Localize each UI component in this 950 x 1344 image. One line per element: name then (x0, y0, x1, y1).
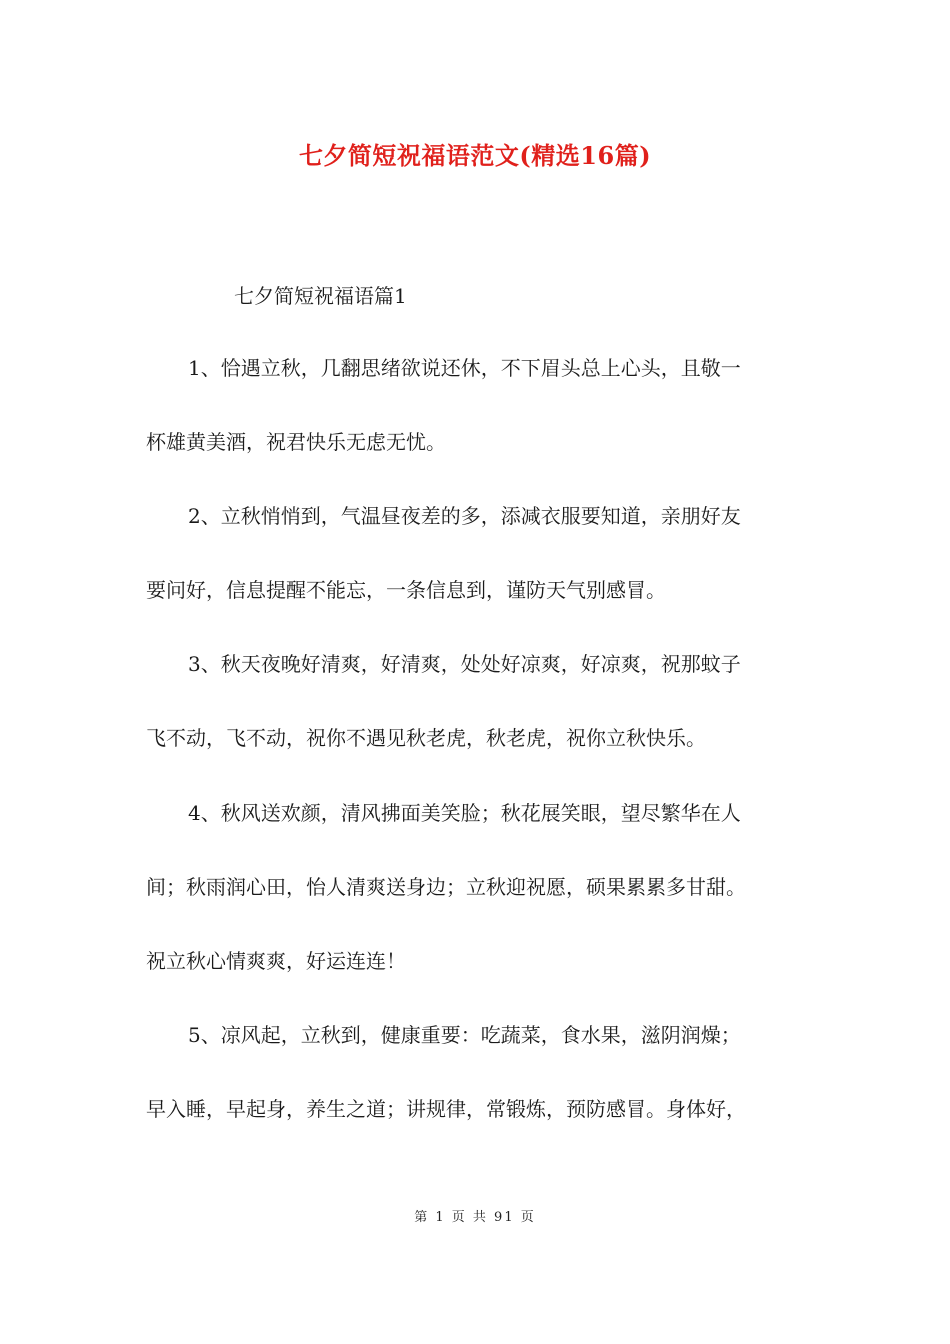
paragraph-line: 4、秋风送欢颜，清风拂面美笑脸；秋花展笑眼，望尽繁华在人 (188, 801, 741, 825)
paragraph-line: 要问好，信息提醒不能忘，一条信息到，谨防天气别感冒。 (146, 578, 666, 602)
paragraph-line: 飞不动，飞不动，祝你不遇见秋老虎，秋老虎，祝你立秋快乐。 (146, 726, 706, 750)
paragraph-line: 早入睡，早起身，养生之道；讲规律，常锻炼，预防感冒。身体好， (146, 1097, 746, 1121)
paragraph-line: 3、秋天夜晚好清爽，好清爽，处处好凉爽，好凉爽，祝那蚊子 (188, 652, 741, 676)
paragraph-line: 2、立秋悄悄到，气温昼夜差的多，添减衣服要知道，亲朋好友 (188, 504, 741, 528)
paragraph-line: 杯雄黄美酒，祝君快乐无虑无忧。 (146, 430, 446, 454)
paragraph-line: 5、凉风起，立秋到，健康重要：吃蔬菜，食水果，滋阴润燥； (188, 1023, 741, 1047)
paragraph-line: 1、恰遇立秋，几翻思绪欲说还休，不下眉头总上心头，且敬一 (188, 356, 741, 380)
paragraph-line: 祝立秋心情爽爽，好运连连！ (146, 949, 406, 973)
paragraph-line: 间；秋雨润心田，怡人清爽送身边；立秋迎祝愿，硕果累累多甘甜。 (146, 875, 746, 899)
section-heading: 七夕简短祝福语篇1 (234, 284, 407, 308)
document-title: 七夕简短祝福语范文(精选16篇) (298, 141, 652, 170)
page-footer: 第 1 页 共 91 页 (414, 1210, 536, 1225)
